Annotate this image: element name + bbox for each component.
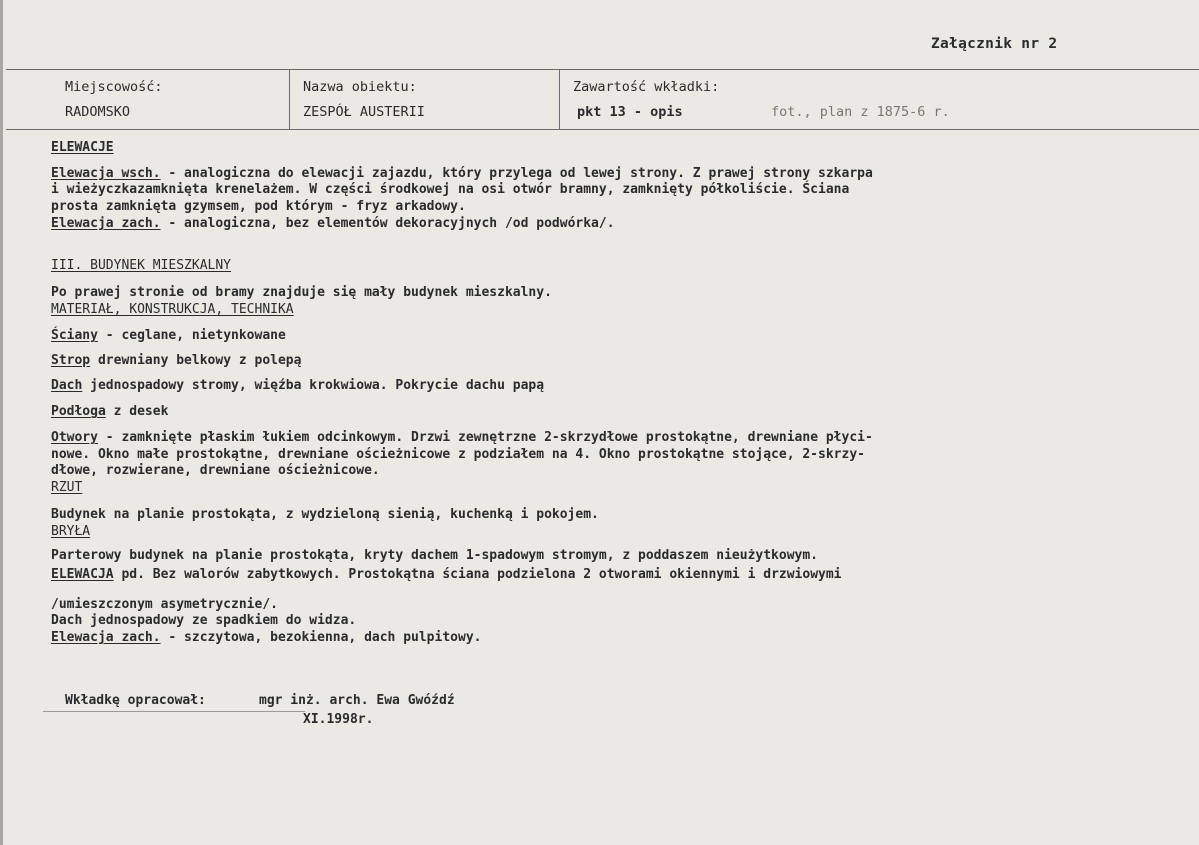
- location-label: Miejscowość:: [65, 79, 163, 95]
- text-line: Elewacja zach. - analogiczna, bez elementów dekoracyjnych /od podwórka/.: [51, 216, 615, 231]
- contents-label: Zawartość wkładki:: [573, 79, 720, 95]
- text-line: dłowe, rozwierane, drewniane ościeżnicowe.: [51, 463, 380, 478]
- signature-rule: [43, 711, 305, 712]
- text-line: i wieżyczkazamknięta krenelażem. W części środkowej na osi otwór bramny, zamknięty półkoliście. Ściana: [51, 182, 850, 197]
- prepared-by-label: Wkładkę opracował:: [65, 693, 206, 708]
- text-line: Budynek na planie prostokąta, z wydzieloną sienią, kuchenką i pokojem.: [51, 507, 599, 522]
- heading-bryla: BRYŁA: [51, 524, 91, 539]
- heading-elewacje: ELEWACJE: [51, 140, 114, 155]
- object-label: Nazwa obiektu:: [303, 79, 417, 95]
- heading-material: MATERIAŁ, KONSTRUKCJA, TECHNIKA: [51, 302, 294, 317]
- contents-value: pkt 13 - opis: [577, 104, 683, 120]
- text-line: Otwory - zamknięte płaskim łukiem odcinkowym. Drzwi zewnętrzne 2-skrzydłowe prostokątne, drewniane płyci-: [51, 430, 873, 445]
- text-line: Elewacja wsch. - analogiczna do elewacji zajazdu, który przylega od lewej strony. Z prawej strony szkarpa: [51, 166, 873, 181]
- location-value: RADOMSKO: [65, 104, 131, 120]
- text-line: /umieszczonym asymetrycznie/.: [51, 597, 278, 612]
- text-line: Elewacja zach. - szczytowa, bezokienna, dach pulpitowy.: [51, 630, 482, 645]
- text-line: prosta zamknięta gzymsem, pod którym - fryz arkadowy.: [51, 199, 466, 214]
- object-value: ZESPÓŁ AUSTERII: [303, 104, 425, 120]
- heading-budynek: III. BUDYNEK MIESZKALNY: [51, 258, 232, 273]
- header-divider-2: [559, 69, 560, 129]
- header-bottom-rule: [6, 129, 1199, 130]
- text-line: ELEWACJA pd. Bez walorów zabytkowych. Prostokątna ściana podzielona 2 otworami okiennymi i drzwiowymi: [51, 567, 842, 582]
- text-line: Po prawej stronie od bramy znajduje się mały budynek mieszkalny.: [51, 285, 552, 300]
- text-line: Parterowy budynek na planie prostokąta, kryty dachem 1-spadowym stromym, z poddaszem nieużytkowym.: [51, 548, 819, 563]
- heading-rzut: RZUT: [51, 480, 83, 495]
- author-name: mgr inż. arch. Ewa Gwóźdź: [259, 693, 455, 708]
- text-line: Dach jednospadowy ze spadkiem do widza.: [51, 613, 357, 628]
- text-line: Strop drewniany belkowy z polepą: [51, 353, 302, 368]
- header-top-rule: [6, 69, 1199, 70]
- header-divider-1: [289, 69, 290, 129]
- prepared-date: XI.1998r.: [303, 712, 374, 727]
- annex-number: Załącznik nr 2: [931, 36, 1058, 52]
- text-line: nowe. Okno małe prostokątne, drewniane ościeżnicowe z podziałem na 4. Okno prostokątne stojące, 2-skrzy-: [51, 447, 865, 462]
- contents-extra: fot., plan z 1875-6 r.: [771, 104, 950, 120]
- text-line: Podłoga z desek: [51, 404, 169, 419]
- text-line: Dach jednospadowy stromy, więźba krokwiowa. Pokrycie dachu papą: [51, 378, 545, 393]
- text-line: Ściany - ceglane, nietynkowane: [51, 328, 286, 343]
